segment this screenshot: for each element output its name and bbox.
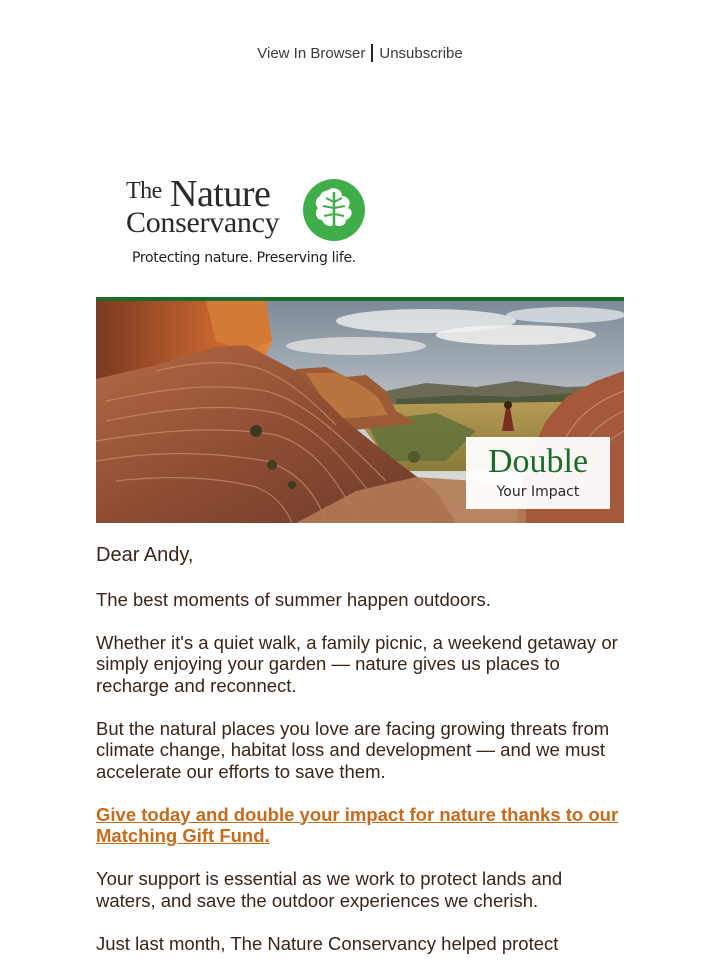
logo-word-the: The bbox=[126, 178, 162, 204]
give-today-link[interactable]: Give today and double your impact for nature thanks to our Matching Gift Fund. bbox=[96, 803, 619, 846]
email-header-links bbox=[0, 44, 720, 64]
badge-title: Double bbox=[487, 443, 589, 480]
greeting: Dear Andy, bbox=[96, 544, 194, 566]
oak-leaf-globe-icon bbox=[302, 178, 366, 242]
body-paragraph: Your support is essential as we work to protect lands and waters, and save the outdoor experiences we cherish. bbox=[96, 868, 563, 911]
body-paragraph: Whether it's a quiet walk, a family picnic, a weekend getaway or simply enjoying your garden — nature gives us places to recharge and reconnect. bbox=[96, 631, 618, 696]
body-paragraph: The best moments of summer happen outdoors. bbox=[96, 588, 491, 610]
unsubscribe-link[interactable]: Unsubscribe bbox=[379, 45, 463, 62]
header-divider bbox=[371, 44, 373, 62]
email-body bbox=[96, 545, 626, 976]
cta-paragraph bbox=[96, 804, 626, 847]
view-in-browser-link[interactable]: View In Browser bbox=[257, 45, 366, 62]
body-paragraph: But the natural places you love are facing growing threats from climate change, habitat loss and development — and we must accelerate our efforts to save them. bbox=[96, 717, 610, 782]
logo-word-nature: Nature bbox=[170, 173, 271, 215]
logo-tagline: Protecting nature. Preserving life. bbox=[132, 250, 356, 266]
body-paragraph: Just last month, The Nature Conservancy helped protect bbox=[96, 932, 559, 954]
double-your-impact-badge bbox=[466, 437, 610, 509]
badge-subtitle: Your Impact bbox=[496, 484, 580, 500]
logo-word-conservancy: Conservancy bbox=[126, 206, 280, 239]
